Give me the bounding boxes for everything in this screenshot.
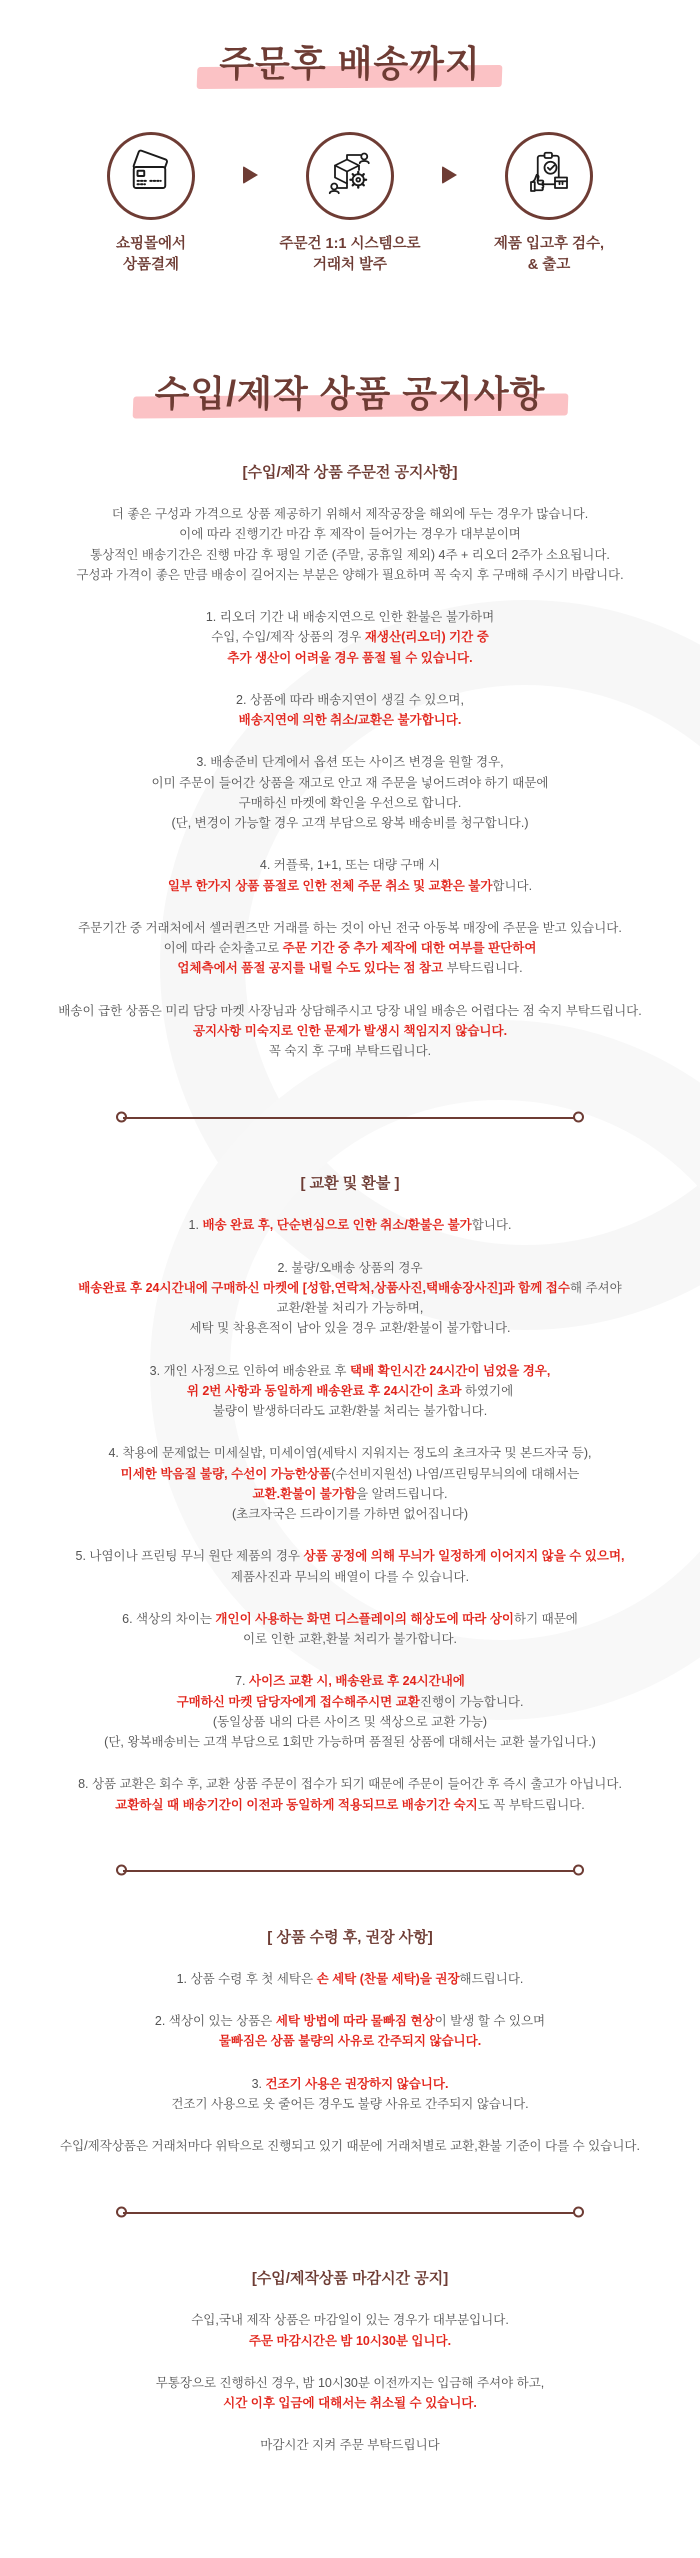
text-run: 이에 따라 순차출고로 [163,941,283,956]
notice-paragraph [20,504,680,585]
alert-text-run: 공지사항 미숙지로 인한 문제가 발생시 책임지지 않습니다. [192,1023,508,1038]
notice-paragraph [20,1671,680,1752]
step-order-system [262,132,438,276]
text-run: (단, 왕복배송비는 고객 부담으로 1회만 가능하며 품절된 상품에 대해서는 교환 불가입니다.) [104,1735,596,1750]
text-run: 무통장으로 진행하신 경우, 밤 10시30분 이전까지는 입금해 주셔야 하고, [155,2375,545,2390]
notice-paragraph [20,1609,680,1650]
notice-section-heading: [ 교환 및 환불 ] [300,1175,400,1193]
text-run: 1. 리오더 기간 내 배송지연으로 인한 환불은 불가하며 [205,610,495,625]
credit-card-icon [127,149,175,202]
text-run: 2. 불량/오배송 상품의 경우 [277,1260,423,1275]
step-label-line: 거래처 발주 [312,256,388,273]
step-inspection-shipping [461,132,637,276]
step-circle [505,132,593,220]
text-run: 2. 색상이 있는 상품은 [154,2014,276,2029]
step-circle [107,132,195,220]
alert-text-run: 배송지연에 의한 취소/교환은 불가합니다. [238,713,462,728]
text-run: 5. 나염이나 프린팅 무늬 원단 제품의 경우 [75,1549,304,1564]
text-run: 이로 인한 교환,환불 처리가 불가합니다. [242,1632,458,1647]
text-run: 구매하신 마켓에 확인을 우선으로 합니다. [238,795,462,810]
text-run: 세탁 및 착용흔적이 남아 있을 경우 교환/환불이 불가합니다. [189,1321,511,1336]
alert-text-run: 위 2번 사항과 동일하게 배송완료 후 24시간이 초과 [186,1383,462,1398]
notice-paragraph [20,1258,680,1339]
text-run: (수선비지원선) 나염/프린팅무늬의에 대해서는 [331,1466,580,1481]
text-run: 수입/제작상품은 거래처마다 위탁으로 진행되고 있기 때문에 거래처별로 교환,환불 기준이 다를 수 있습니다. [60,2139,640,2154]
step-label [461,234,637,276]
text-run: 꼭 숙지 후 구매 부탁드립니다. [268,1044,432,1059]
alert-text-run: 주문 마감시간은 밤 10시30분 입니다. [248,2333,452,2348]
text-run: 해드립니다. [459,1971,524,1986]
text-run: 1. 상품 수령 후 첫 세탁은 [176,1971,317,1986]
notice-paragraph [20,752,680,833]
text-run: 합니다. [471,1218,512,1233]
text-run: 수입, 수입/제작 상품의 경우 [211,630,365,645]
text-run: 부탁드립니다. [443,961,523,976]
text-run: 이 발생 할 수 있으며 [434,2014,546,2029]
notice-paragraph [20,690,680,731]
text-run: 교환/환불 처리가 가능하며, [276,1301,424,1316]
alert-text-run: 세탁 방법에 따라 물빠짐 현상 [275,2014,435,2029]
step-label-line: 상품결제 [122,256,180,273]
step-label-line: 제품 입고후 검수, [493,235,605,252]
notice-paragraph [20,2011,680,2052]
alert-text-run: 업체측에서 품절 공지를 내릴 수도 있다는 점 참고 [177,961,444,976]
text-run: 구성과 가격이 좋은 만큼 배송이 길어지는 부분은 양해가 필요하며 꼭 숙지 후 구매해 주시기 바랍니다. [76,567,624,582]
text-run: 1. [188,1218,203,1233]
import-notice-title-block [0,374,700,414]
text-run: (단, 변경이 가능할 경우 고객 부담으로 왕복 배송비를 청구합니다.) [171,816,529,831]
alert-text-run: 교환.환불이 불가함 [252,1486,357,1501]
section-divider [118,2206,582,2217]
alert-text-run: 교환하실 때 배송기간이 이전과 동일하게 적용되므로 배송기간 숙지 [115,1797,478,1812]
step-label-line: 주문건 1:1 시스템으로 [279,235,421,252]
text-run: 4. 커플룩, 1+1, 또는 대량 구매 시 [259,858,441,873]
divider-line [123,1870,577,1872]
divider-endpoint [573,2206,584,2217]
notice-paragraph [20,1361,680,1422]
text-run: 을 알려드립니다. [356,1486,448,1501]
text-run: 합니다. [492,878,533,893]
text-run: 하였기에 [461,1383,514,1398]
notice-paragraph [20,1546,680,1587]
text-run: 7. [235,1674,250,1689]
notice-section-heading: [수입/제작 상품 주문전 공지사항] [242,464,458,482]
notice-paragraph [20,2136,680,2156]
divider-line [123,1117,577,1119]
alert-text-run: 주문 기간 중 추가 제작에 대한 여부를 판단하여 [282,941,537,956]
text-run: 3. 배송준비 단계에서 옵션 또는 사이즈 변경을 원할 경우, [196,755,504,770]
text-run: 주문기간 중 거래처에서 셀러퀸즈만 거래를 하는 것이 아닌 전국 아동복 매장에 주문을 받고 있습니다. [78,920,622,935]
text-run: 제품사진과 무늬의 배열이 다를 수 있습니다. [230,1569,470,1584]
step-label-line: 쇼핑몰에서 [115,235,187,252]
notice-paragraph [20,918,680,979]
notice-paragraph [20,2074,680,2115]
notice-paragraph [20,2435,680,2455]
divider-endpoint [573,1111,584,1122]
text-run: 2. 상품에 따라 배송지연이 생길 수 있으며, [236,692,464,707]
step-label [63,234,239,276]
notice-paragraph [20,1215,680,1235]
notice-section-heading: [ 상품 수령 후, 권장 사항] [267,1928,433,1946]
text-run: 마감시간 지켜 주문 부탁드립니다 [260,2438,440,2453]
notice-paragraph [20,1443,680,1524]
text-run: 이미 주문이 들어간 상품을 재고로 안고 재 주문을 넣어드려야 하기 때문에 [151,775,549,790]
alert-text-run: 미세한 박음질 불량, 수선이 가능한상품 [120,1466,332,1481]
order-to-delivery-title-block [0,44,700,84]
text-run: 4. 착용에 문제없는 미세실밥, 미세이염(세탁시 지워지는 정도의 초크자국 및 본드자국 등), [108,1446,592,1461]
section-divider [118,1865,582,1876]
text-run: (초크자국은 드라이기를 가하면 없어집니다) [231,1507,469,1522]
notice-section-heading: [수입/제작상품 마감시간 공지] [251,2270,449,2288]
notice-paragraph [20,1969,680,1989]
notice-paragraph [20,607,680,668]
alert-text-run: 시간 이후 입금에 대해서는 취소될 수 있습니다. [223,2396,477,2411]
notice-paragraph [20,855,680,896]
alert-text-run: 개인이 사용하는 화면 디스플레이의 해상도에 따라 상이 [215,1611,514,1626]
notice-content [0,44,700,2456]
text-run: 8. 상품 교환은 회수 후, 교환 상품 주문이 접수가 되기 때문에 주문이 들어간 후 즉시 출고가 아닙니다. [78,1777,622,1792]
alert-text-run: 구매하신 마켓 담당자에게 접수해주시면 교환 [176,1694,420,1709]
notice-section [0,461,700,1061]
section-main-title [147,374,554,414]
section-main-title-text: 수입/제작 상품 공지사항 [154,372,546,414]
alert-text-run: 건조기 사용은 권장하지 않습니다. [265,2076,449,2091]
text-run: 해 주셔야 [569,1280,622,1295]
text-run: 더 좋은 구성과 가격으로 상품 제공하기 위해서 제작공장을 해외에 두는 경우가 많습니다. [111,507,589,522]
alert-text-run: 손 세탁 (찬물 세탁)을 권장 [316,1971,460,1986]
alert-text-run: 배송 완료 후, 단순변심으로 인한 취소/환불은 불가 [202,1218,472,1233]
text-run: 도 꼭 부탁드립니다. [477,1797,585,1812]
alert-text-run: 택배 확인시간 24시간이 넘었을 경우, [350,1363,551,1378]
step-circle [306,132,394,220]
divider-endpoint [573,1865,584,1876]
notice-sections [0,461,700,2456]
notice-paragraph [20,1774,680,1815]
text-run: 이에 따라 진행기간 마감 후 제작이 들어가는 경우가 대부분이며 [179,527,521,542]
text-run: 통상적인 배송기간은 진행 마감 후 평일 기준 (주말, 공휴일 제외) 4주 + 리오더 2주가 소요됩니다. [90,547,610,562]
notice-paragraph [20,2310,680,2351]
notice-paragraph [20,1001,680,1062]
text-run: 하기 때문에 [514,1611,578,1626]
text-run: 진행이 가능합니다. [419,1694,524,1709]
alert-text-run: 재생산(리오더) 기간 중 [364,630,489,645]
alert-text-run: 배송완료 후 24시간내에 구매하신 마켓에 [성함,연락처,상품사진,택배송장사진]과 함께 접수 [78,1280,570,1295]
page-title [211,44,488,84]
alert-text-run: 일부 한가지 상품 품절로 인한 전체 주문 취소 및 교환은 불가 [167,878,493,893]
text-run: 건조기 사용으로 옷 줄어든 경우도 불량 사유로 간주되지 않습니다. [171,2096,529,2111]
arrow-right-icon [442,166,457,184]
divider-line [123,2212,577,2214]
alert-text-run: 상품 공정에 의해 무늬가 일정하게 이어지지 않을 수 있으며, [303,1549,625,1564]
alert-text-run: 추가 생산이 어려울 경우 품절 될 수 있습니다. [227,650,473,665]
text-run: 불량이 발생하더라도 교환/환불 처리는 불가합니다. [212,1404,488,1419]
text-run: 6. 색상의 차이는 [122,1611,216,1626]
notice-section [0,1926,700,2157]
text-run: 수입,국내 제작 상품은 마감일이 있는 경우가 대부분입니다. [191,2313,509,2328]
text-run: 3. [251,2076,266,2091]
step-payment [63,132,239,276]
notice-section [0,2267,700,2455]
delivery-process-steps [0,132,700,276]
step-label [262,234,438,276]
inspection-shipping-icon [525,149,573,202]
notice-section [0,1172,700,1815]
section-divider [118,1111,582,1122]
step-label-line: & 출고 [527,256,571,273]
notice-paragraph [20,2373,680,2414]
page-title-text: 주문후 배송까지 [219,43,481,84]
alert-text-run: 사이즈 교환 시, 배송완료 후 24시간내에 [249,1674,465,1689]
order-system-icon [326,149,374,202]
arrow-right-icon [243,166,258,184]
text-run: 3. 개인 사정으로 인하여 배송완료 후 [149,1363,350,1378]
alert-text-run: 물빠짐은 상품 불량의 사유로 간주되지 않습니다. [218,2034,482,2049]
text-run: 배송이 급한 상품은 미리 담당 마켓 사장님과 상담해주시고 당장 내일 배송은 어렵다는 점 숙지 부탁드립니다. [58,1003,642,1018]
text-run: (동일상품 내의 다른 사이즈 및 색상으로 교환 가능) [212,1714,488,1729]
